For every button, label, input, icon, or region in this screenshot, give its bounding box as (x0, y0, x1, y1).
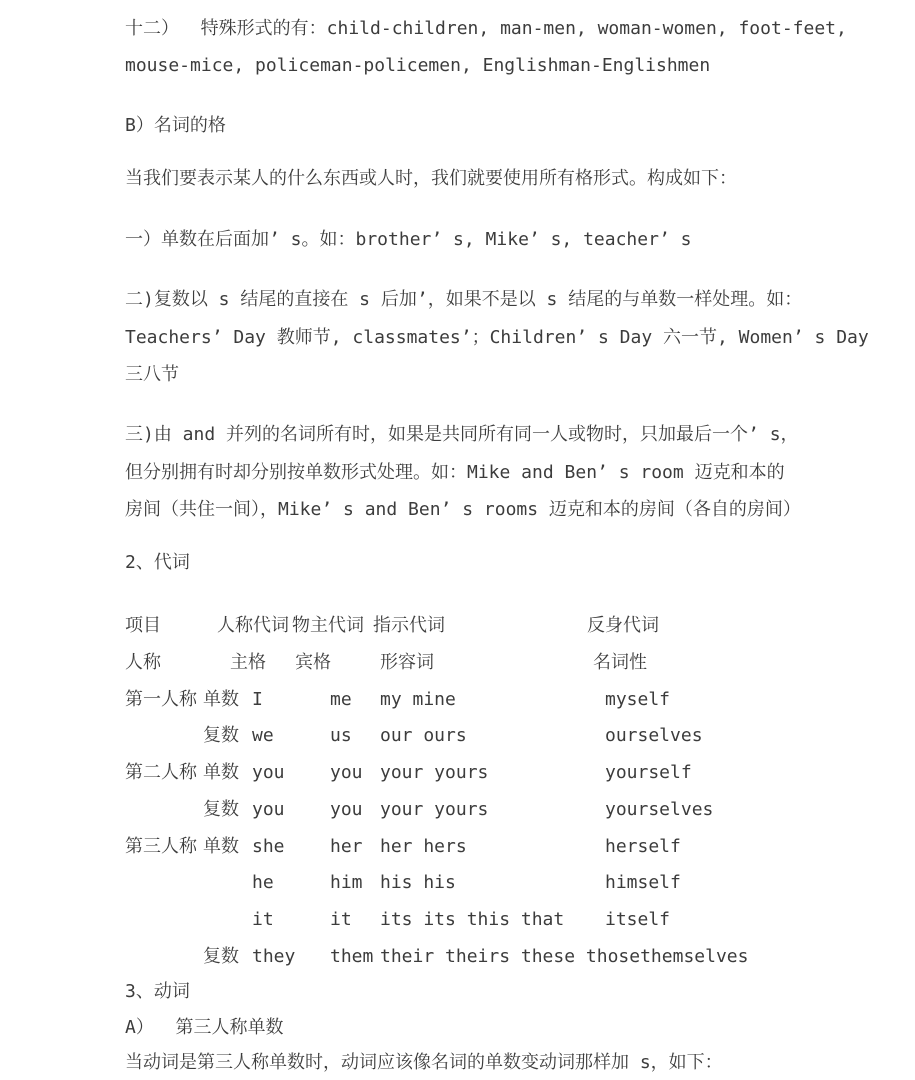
verb-section-heading: 3、动词 (125, 981, 190, 1002)
header-nominative: 主格 (230, 651, 266, 673)
cell-subject: we (252, 725, 274, 747)
header-adjective: 形容词 (380, 651, 434, 673)
table-row (125, 755, 895, 792)
header-possessive: 物主代词 (292, 615, 364, 636)
cell-number: 单数 (203, 688, 239, 710)
table-row (125, 718, 895, 755)
rule-joint-line-2: 但分别拥有时却分别按单数形式处理。如：Mike and Ben’ s room 迈克和本的 (125, 462, 785, 483)
cell-person: 第三人称 (125, 835, 197, 857)
cell-possessive: their theirs these those (380, 945, 641, 967)
cell-person (125, 939, 203, 976)
cell-reflexive: herself (605, 835, 681, 857)
pronoun-table-header-row-1 (125, 608, 895, 645)
cell-object: her (330, 835, 363, 857)
cell-subject: you (252, 798, 285, 820)
table-row (125, 829, 895, 866)
cell-object: him (330, 872, 363, 894)
cell-reflexive: himself (605, 872, 681, 894)
cell-reflexive: itself (605, 909, 671, 930)
cell-subject: I (252, 688, 263, 710)
pronoun-table (125, 608, 895, 976)
cell-possessive: its its this that (380, 909, 565, 930)
verb-sub-heading: A） 第三人称单数 (125, 1017, 284, 1038)
cell-reflexive: myself (605, 688, 671, 710)
cell-number: 复数 (203, 725, 239, 747)
cell-person (125, 718, 203, 755)
table-row (125, 682, 895, 719)
verb-intro: 当动词是第三人称单数时，动词应该像名词的单数变动词那样加 s，如下： (125, 1052, 723, 1073)
possessive-intro: 当我们要表示某人的什么东西或人时，我们就要使用所有格形式。构成如下： (125, 168, 737, 189)
cell-number (203, 865, 252, 902)
header-reflexive: 反身代词 (587, 615, 659, 636)
rule-plural-line-2: Teachers’ Day 教师节, classmates’；Children’ s Day 六一节, Women’ s Day (125, 327, 869, 348)
cell-object: me (330, 688, 352, 710)
rule-joint-line-1: 三)由 and 并列的名词所有时，如果是共同所有同一人或物时，只加最后一个’ s， (125, 424, 799, 445)
rule-plural-line-1: 二)复数以 s 结尾的直接在 s 后加’，如果不是以 s 结尾的与单数一样处理。如： (125, 289, 803, 310)
cell-person (125, 902, 203, 939)
cell-possessive: your yours (380, 762, 489, 783)
cell-object: them (330, 945, 374, 967)
cell-reflexive: themselves (640, 945, 749, 967)
cell-subject: she (252, 835, 285, 857)
pronoun-table-header-row-2 (125, 645, 895, 682)
cell-subject: they (252, 945, 296, 967)
cell-number: 单数 (203, 835, 239, 857)
cell-subject: it (252, 909, 274, 930)
cell-subject: he (252, 872, 274, 894)
cell-number: 复数 (203, 798, 239, 820)
cell-possessive: her hers (380, 835, 467, 857)
cell-person: 第一人称 (125, 688, 197, 710)
cell-possessive: your yours (380, 798, 489, 820)
table-row (125, 865, 895, 902)
table-row (125, 792, 895, 829)
rule-singular: 一）单数在后面加’ s。如：brother’ s, Mike’ s, teacher’ s (125, 229, 692, 250)
cell-object: it (330, 909, 352, 930)
cell-subject: you (252, 762, 285, 783)
cell-possessive: our ours (380, 725, 467, 747)
cell-person (125, 792, 203, 829)
rule-joint-line-3: 房间（共住一间），Mike’ s and Ben’ s rooms 迈克和本的房间（各自的房间） (125, 499, 801, 520)
cell-object: you (330, 798, 363, 820)
header-demonstrative: 指示代词 (373, 615, 445, 636)
cell-number (203, 902, 252, 939)
cell-reflexive: yourselves (605, 798, 714, 820)
cell-person (125, 865, 203, 902)
table-row (125, 939, 895, 976)
rule-plural-line-3: 三八节 (125, 364, 179, 385)
header-nominal: 名词性 (593, 651, 647, 673)
cell-reflexive: ourselves (605, 725, 703, 747)
cell-possessive: my mine (380, 688, 456, 710)
cell-person: 第二人称 (125, 762, 197, 783)
header-item: 项目 (125, 615, 161, 636)
cell-number: 复数 (203, 945, 239, 967)
header-personal: 人称代词 (217, 615, 289, 636)
header-objective: 宾格 (295, 651, 331, 673)
pronoun-section-heading: 2、代词 (125, 552, 190, 573)
cell-reflexive: yourself (605, 762, 692, 783)
cell-possessive: his his (380, 872, 456, 894)
header-person: 人称 (125, 651, 161, 673)
special-forms-line-2: mouse-mice, policeman-policemen, Englishman-Englishmen (125, 55, 711, 76)
special-forms-line-1: 十二） 特殊形式的有：child-children, man-men, woman-women, foot-feet, (125, 18, 847, 39)
possessive-heading: B）名词的格 (125, 115, 226, 136)
cell-number: 单数 (203, 762, 239, 783)
cell-object: us (330, 725, 352, 747)
cell-object: you (330, 762, 363, 783)
table-row (125, 902, 895, 939)
